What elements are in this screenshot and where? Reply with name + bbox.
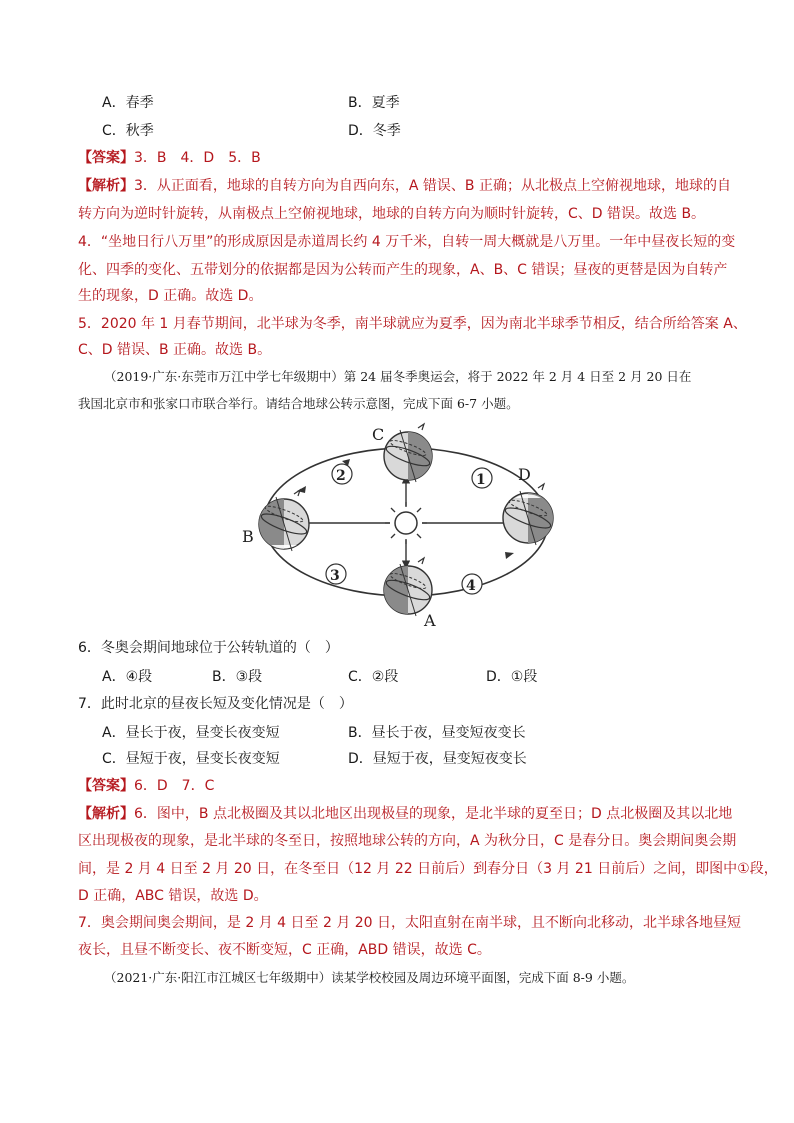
- earth-orbit-diagram: [230, 418, 570, 630]
- q5-option-c: C．秋季: [102, 123, 154, 139]
- analysis-line: 4．“坐地日行八万里”的形成原因是赤道周长约 4 万千米，自转一周大概就是八万里。一年中昼夜长短的变: [78, 234, 736, 250]
- earth-position-d: [503, 484, 553, 545]
- q5-option-a: A．春季: [102, 95, 154, 111]
- q6-option-c: C．②段: [348, 669, 399, 685]
- analysis-line: 间，是 2 月 4 日至 2 月 20 日，在冬至日（12 月 22 日前后）到春分日（3 月 21 日前后）之间，即图中①段，: [78, 861, 778, 877]
- answer-text: 6．D 7．C: [134, 778, 215, 794]
- question-intro: （2019·广东·东莞市万江中学七年级期中）第 24 届冬季奥运会，将于 2022 年 2 月 4 日至 2 月 20 日在: [104, 369, 692, 384]
- analysis-line: 夜长，且昼不断变长、夜不断变短，C 正确，ABD 错误，故选 C。: [78, 942, 491, 958]
- q7-option-d: D．昼短于夜，昼变短夜变长: [348, 751, 527, 767]
- answer-label: 【答案】: [78, 150, 134, 166]
- analysis-line: 【解析】3．从正面看，地球的自转方向为自西向东，A 错误、B 正确；从北极点上空俯视地球，地球的自: [78, 178, 731, 194]
- analysis-line: C、D 错误、B 正确。故选 B。: [78, 342, 272, 358]
- earth-position-b: [259, 490, 309, 551]
- question-intro: 我国北京市和张家口市联合举行。请结合地球公转示意图，完成下面 6-7 小题。: [78, 396, 519, 411]
- analysis-line: 转方向为逆时针旋转，从南极点上空俯视地球，地球的自转方向为顺时针旋转，C、D 错误。故选 B。: [78, 206, 706, 222]
- label-b: B: [242, 527, 254, 546]
- analysis-line: 生的现象，D 正确。故选 D。: [78, 288, 263, 304]
- analysis-label: 【解析】: [78, 178, 134, 194]
- analysis-line: 7．奥会期间奥会期间，是 2 月 4 日至 2 月 20 日，太阳直射在南半球，且不断向北移动，北半球各地昼短: [78, 915, 742, 931]
- answer-block-2: [78, 774, 214, 798]
- analysis-line: 5．2020 年 1 月春节期间，北半球为冬季，南半球就应为夏季，因为南北半球季节相反，结合所给答案 A、: [78, 316, 747, 332]
- q7-stem: 7．此时北京的昼夜长短及变化情况是（ ）: [78, 696, 353, 712]
- svg-text:2: 2: [336, 468, 346, 484]
- svg-text:1: 1: [476, 472, 486, 488]
- answer-text: 3．B 4．D 5．B: [134, 150, 261, 166]
- q5-option-b: B．夏季: [348, 95, 400, 111]
- answer-label: 【答案】: [78, 778, 134, 794]
- analysis-line: 【解析】6．图中，B 点北极圈及其以北地区出现极昼的现象，是北半球的夏至日；D 点北极圈及其以北地: [78, 806, 733, 822]
- q7-option-c: C．昼短于夜，昼变长夜变短: [102, 751, 280, 767]
- segment-4-marker: [462, 574, 482, 594]
- sun-icon: [385, 502, 427, 544]
- svg-text:4: 4: [466, 578, 476, 594]
- answer-block-1: [78, 146, 261, 170]
- q7-option-a: A．昼长于夜，昼变长夜变短: [102, 725, 280, 741]
- analysis-label: 【解析】: [78, 806, 134, 822]
- question-intro: （2021·广东·阳江市江城区七年级期中）读某学校校园及周边环境平面图，完成下面 8-9 小题。: [104, 970, 635, 985]
- earth-position-a: [384, 558, 432, 616]
- q6-option-a: A．④段: [102, 669, 153, 685]
- q5-option-d: D．冬季: [348, 123, 401, 139]
- segment-1-marker: [472, 468, 492, 488]
- label-d: D: [518, 465, 531, 484]
- q6-option-d: D．①段: [486, 669, 538, 685]
- analysis-line: D 正确，ABC 错误，故选 D。: [78, 888, 268, 904]
- label-a: A: [424, 611, 436, 630]
- q6-option-b: B．③段: [212, 669, 263, 685]
- segment-2-marker: [332, 464, 352, 484]
- segment-3-marker: [326, 564, 346, 584]
- earth-position-c: [384, 424, 432, 482]
- label-c: C: [372, 425, 385, 444]
- analysis-line: 化、四季的变化、五带划分的依据都是因为公转而产生的现象，A、B、C 错误；昼夜的更替是因为自转产: [78, 262, 728, 278]
- analysis-line: 区出现极夜的现象，是北半球的冬至日，按照地球公转的方向，A 为秋分日，C 是春分日。奥会期间奥会期: [78, 833, 737, 849]
- q6-stem: 6．冬奥会期间地球位于公转轨道的（ ）: [78, 640, 339, 656]
- svg-text:3: 3: [330, 568, 340, 584]
- q7-option-b: B．昼长于夜，昼变短夜变长: [348, 725, 526, 741]
